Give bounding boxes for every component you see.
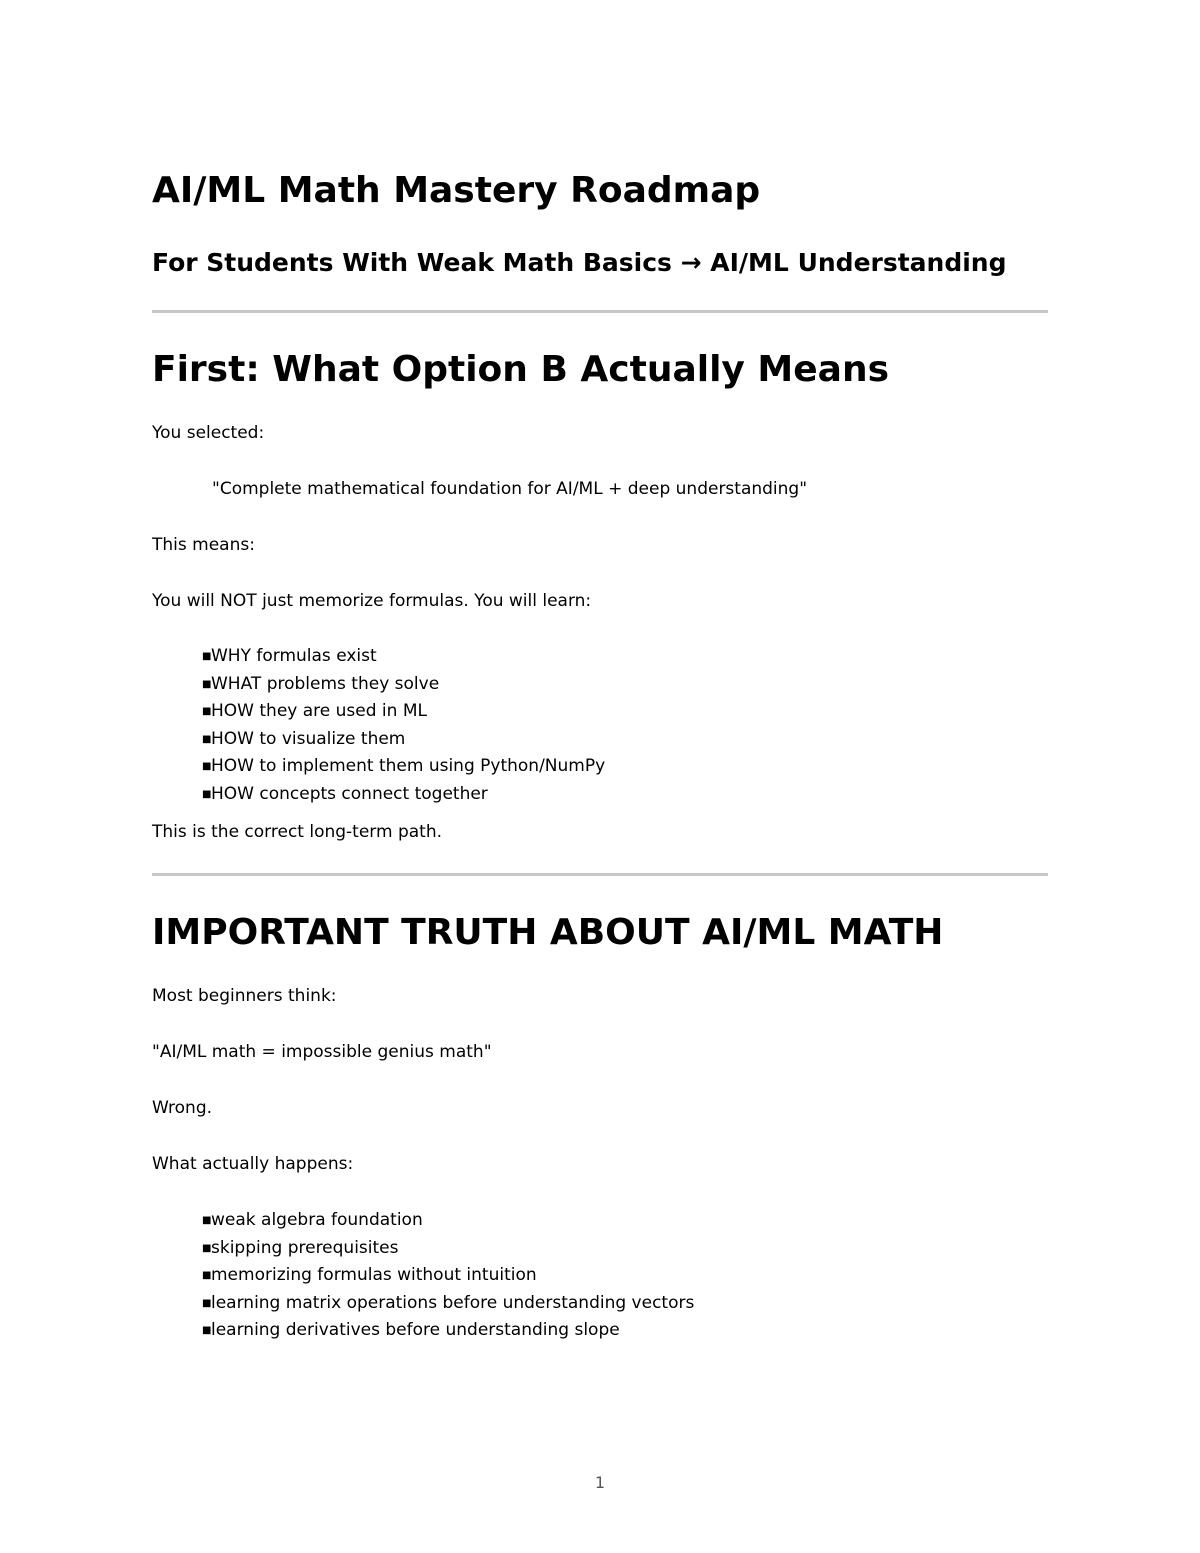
horizontal-divider — [152, 873, 1048, 876]
list-item: ■memorizing formulas without intuition — [202, 1262, 694, 1290]
list-item: ■WHAT problems they solve — [202, 671, 605, 699]
bullet-icon: ■ — [202, 788, 212, 800]
page-number: 1 — [594, 1473, 606, 1492]
document-subtitle: For Students With Weak Math Basics → AI/ML Understanding — [152, 248, 1007, 277]
path-conclusion: This is the correct long-term path. — [152, 822, 443, 842]
selected-quote: "Complete mathematical foundation for AI/ML + deep understanding" — [212, 479, 808, 499]
beginners-think-label: Most beginners think: — [152, 986, 337, 1006]
verdict-text: Wrong. — [152, 1098, 213, 1118]
list-item: ■weak algebra foundation — [202, 1207, 694, 1235]
you-selected-label: You selected: — [152, 423, 265, 443]
list-item: ■learning derivatives before understanding slope — [202, 1317, 694, 1345]
list-item: ■HOW concepts connect together — [202, 781, 605, 809]
beginners-quote: "AI/ML math = impossible genius math" — [152, 1042, 492, 1062]
bullet-icon: ■ — [202, 706, 212, 718]
bullet-icon: ■ — [202, 651, 212, 662]
list-item: ■skipping prerequisites — [202, 1235, 694, 1263]
list-item: ■WHY formulas exist — [202, 643, 605, 671]
bullet-icon: ■ — [202, 1297, 212, 1309]
section-heading-important-truth: IMPORTANT TRUTH ABOUT AI/ML MATH — [152, 912, 944, 953]
list-item: ■HOW they are used in ML — [202, 698, 605, 726]
bullet-icon: ■ — [202, 733, 212, 745]
bullet-icon: ■ — [202, 678, 212, 690]
list-item: ■learning matrix operations before understanding vectors — [202, 1290, 694, 1318]
section-heading-option-b: First: What Option B Actually Means — [152, 349, 890, 390]
document-title: AI/ML Math Mastery Roadmap — [152, 170, 761, 211]
bullet-icon: ■ — [202, 1270, 212, 1282]
bullet-icon: ■ — [202, 1325, 212, 1337]
horizontal-divider — [152, 310, 1048, 313]
this-means-label: This means: — [152, 535, 255, 555]
common-mistakes-list — [202, 1207, 694, 1345]
list-item: ■HOW to implement them using Python/NumPy — [202, 753, 605, 781]
bullet-icon: ■ — [202, 1215, 212, 1226]
learning-intro: You will NOT just memorize formulas. You will learn: — [152, 591, 592, 611]
what-happens-label: What actually happens: — [152, 1154, 354, 1174]
learning-goals-list — [202, 643, 605, 809]
list-item: ■HOW to visualize them — [202, 726, 605, 754]
bullet-icon: ■ — [202, 761, 212, 773]
bullet-icon: ■ — [202, 1242, 212, 1254]
